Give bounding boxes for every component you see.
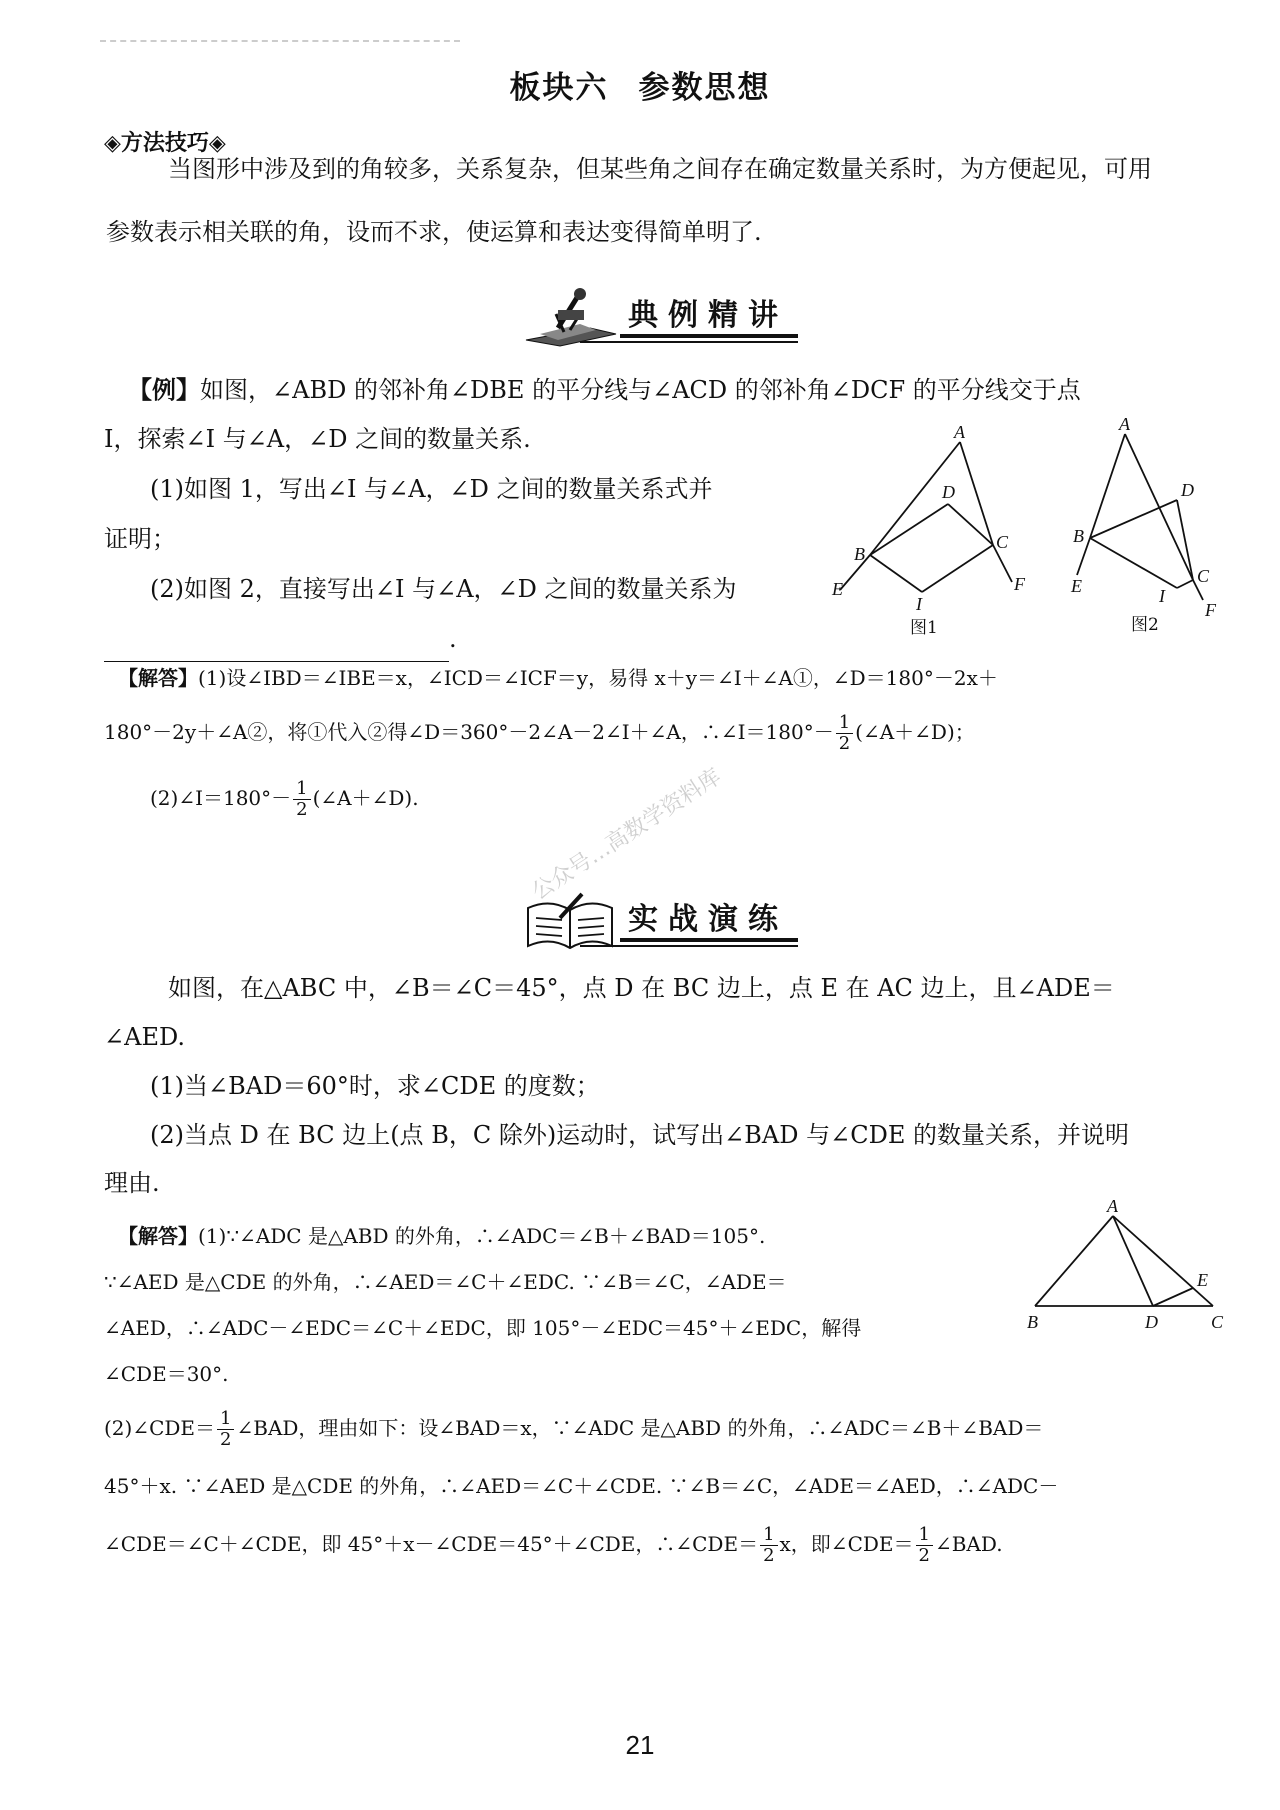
fraction-numerator: 1 — [293, 779, 310, 800]
method-line2: 参数表示相关联的角，设而不求，使运算和表达变得简单明了. — [106, 218, 762, 246]
fig2-label-D: D — [1181, 480, 1194, 500]
section-banner-practice — [520, 888, 800, 952]
method-heading: ◈方法技巧◈ — [104, 131, 226, 156]
figure-2 — [1055, 410, 1255, 640]
solution1-line3-b: (∠A＋∠D). — [312, 786, 419, 810]
solution2-line1 — [118, 1212, 765, 1260]
solution2-line7-b: x，即∠CDE＝ — [779, 1532, 914, 1556]
fig3-label-E: E — [1197, 1270, 1208, 1290]
solution2-line5-a: (2)∠CDE＝ — [104, 1416, 216, 1440]
fraction-denominator: 2 — [296, 799, 308, 820]
fraction-denominator: 2 — [220, 1429, 232, 1450]
solution2-line3: ∠AED，∴∠ADC－∠EDC＝∠C＋∠EDC，即 105°－∠EDC＝45°＋∠EDC，解得 — [104, 1316, 862, 1340]
fig1-label-B: B — [854, 544, 865, 564]
example-tag: 【例】 — [128, 375, 200, 404]
fig3-line-D-E — [1153, 1288, 1193, 1306]
book-icon — [520, 888, 620, 952]
example-q1-line2: 证明； — [104, 525, 176, 553]
fig2-line-B-I — [1090, 538, 1177, 588]
solution1-line1 — [118, 650, 998, 706]
fig2-label-I: I — [1159, 586, 1165, 606]
practice-line1: 如图，在△ABC 中，∠B＝∠C＝45°，点 D 在 BC 边上，点 E 在 AC 边上，且∠ADE＝ — [168, 974, 1115, 1002]
solution2-line2: ∵∠AED 是△CDE 的外角，∴∠AED＝∠C＋∠EDC. ∵∠B＝∠C，∠ADE＝ — [104, 1270, 787, 1294]
banner-rule-thin — [580, 341, 798, 343]
solution2-line7 — [104, 1516, 1003, 1572]
fig1-line-I-C — [922, 545, 993, 592]
fig1-label-E: E — [832, 579, 843, 599]
page-number: 21 — [625, 1730, 655, 1760]
fig2-line-I-C — [1177, 580, 1193, 588]
banner-rule-thick — [620, 334, 798, 338]
fig2-label-B: B — [1073, 526, 1084, 546]
solution1-line1-text: (1)设∠IBD＝∠IBE＝x，∠ICD＝∠ICF＝y，易得 x＋y＝∠I＋∠A①，∠D＝180°－2x＋ — [198, 666, 998, 690]
practice-q1: (1)当∠BAD＝60°时，求∠CDE 的度数； — [150, 1072, 600, 1100]
fig1-label-C: C — [996, 532, 1009, 552]
telescope-icon — [520, 284, 620, 348]
fig2-label-E: E — [1071, 576, 1082, 596]
solution1-fraction-a — [836, 713, 853, 754]
solution2-line1-text: (1)∵∠ADC 是△ABD 的外角，∴∠ADC＝∠B＋∠BAD＝105°. — [198, 1224, 766, 1248]
fig3-line-A-B — [1035, 1216, 1113, 1306]
solution1-line3-a: (2)∠I＝180°－ — [150, 786, 292, 810]
section-banner-examples — [520, 284, 800, 348]
example-line1-text: 如图，∠ABD 的邻补角∠DBE 的平分线与∠ACD 的邻补角∠DCF 的平分线交于点 — [200, 376, 1081, 404]
fig1-label-D: D — [942, 482, 955, 502]
solution2-line7-c: ∠BAD. — [934, 1532, 1003, 1556]
solution1-line2 — [104, 704, 975, 760]
practice-q2-line1: (2)当点 D 在 BC 边上(点 B，C 除外)运动时，试写出∠BAD 与∠CDE 的数量关系，并说明 — [150, 1121, 1129, 1149]
fig2-label-A: A — [1119, 414, 1130, 434]
fraction-denominator: 2 — [838, 733, 851, 754]
solution2-line4: ∠CDE＝30°. — [104, 1362, 229, 1386]
watermark: 公众号…高数学资料库 — [527, 764, 726, 906]
top-dashed-divider — [100, 40, 460, 42]
solution1-fraction-b — [293, 779, 310, 820]
solution1-tag: 【解答】 — [118, 666, 198, 690]
solution2-tag: 【解答】 — [118, 1224, 198, 1248]
fig1-line-B-I — [870, 555, 922, 592]
solution2-fraction-a — [217, 1409, 234, 1450]
example-line2: I，探索∠I 与∠A，∠D 之间的数量关系. — [104, 425, 531, 453]
fig2-label-F: F — [1205, 600, 1216, 620]
banner-rule-thick — [620, 938, 798, 942]
blank-end: . — [449, 625, 457, 653]
example-line1 — [128, 367, 1081, 413]
fig3-label-C: C — [1211, 1312, 1224, 1332]
fraction-denominator: 2 — [918, 1545, 930, 1566]
fraction-numerator: 1 — [916, 1525, 933, 1546]
fig1-label-I: I — [916, 594, 922, 614]
solution2-fraction-c — [916, 1525, 933, 1566]
fig2-caption: 图2 — [1131, 615, 1159, 635]
page-title — [0, 62, 1280, 107]
solution2-line5-b: ∠BAD，理由如下：设∠BAD＝x，∵∠ADC 是△ABD 的外角，∴∠ADC＝∠B＋∠BAD＝ — [236, 1416, 1044, 1440]
solution1-line2-a: 180°－2y＋∠A②，将①代入②得∠D＝360°－2∠A－2∠I＋∠A，∴∠I＝180°－ — [104, 720, 834, 744]
practice-q2-line2: 理由. — [104, 1169, 160, 1197]
fig1-line-B-D — [870, 504, 948, 555]
fraction-numerator: 1 — [217, 1409, 234, 1430]
fig2-line-D-C — [1177, 500, 1193, 580]
fig2-label-C: C — [1197, 566, 1210, 586]
fig3-line-A-C — [1113, 1216, 1213, 1306]
solution2-line5 — [104, 1400, 1043, 1456]
solution2-fraction-b — [760, 1525, 777, 1566]
fig3-line-A-D — [1113, 1216, 1153, 1306]
section2-title: 实战演练 — [628, 902, 788, 937]
practice-line2: ∠AED. — [104, 1023, 185, 1051]
fig1-caption: 图1 — [910, 618, 938, 638]
title-part2: 参数思想 — [638, 70, 771, 106]
fraction-numerator: 1 — [760, 1525, 777, 1546]
solution2-line6: 45°＋x. ∵∠AED 是△CDE 的外角，∴∠AED＝∠C＋∠CDE. ∵∠B＝∠C，∠ADE＝∠AED，∴∠ADC－ — [104, 1474, 1059, 1498]
figure-1 — [830, 420, 1030, 650]
fraction-numerator: 1 — [836, 713, 853, 734]
fraction-denominator: 2 — [763, 1545, 775, 1566]
fig1-label-A: A — [954, 422, 965, 442]
solution2-line7-a: ∠CDE＝∠C＋∠CDE，即 45°＋x－∠CDE＝45°＋∠CDE，∴∠CDE＝ — [104, 1532, 759, 1556]
fig3-label-B: B — [1027, 1312, 1038, 1332]
banner-rule-thin — [580, 945, 798, 947]
figure-3 — [1025, 1198, 1240, 1348]
fig1-label-F: F — [1014, 574, 1025, 594]
fig3-label-D: D — [1145, 1312, 1158, 1332]
fig2-line-A-B — [1090, 434, 1125, 538]
method-line1: 当图形中涉及到的角较多，关系复杂，但某些角之间存在确定数量关系时，为方便起见，可用 — [168, 155, 1152, 183]
solution1-line2-b: (∠A＋∠D)； — [855, 720, 975, 744]
example-q2-line1: (2)如图 2，直接写出∠I 与∠A，∠D 之间的数量关系为 — [150, 575, 737, 603]
solution1-line3 — [150, 770, 419, 826]
title-part1: 板块六 — [509, 70, 609, 106]
section1-title: 典例精讲 — [628, 298, 788, 333]
example-q1-line1: (1)如图 1，写出∠I 与∠A，∠D 之间的数量关系式并 — [150, 475, 713, 503]
fig3-label-A: A — [1107, 1198, 1118, 1216]
